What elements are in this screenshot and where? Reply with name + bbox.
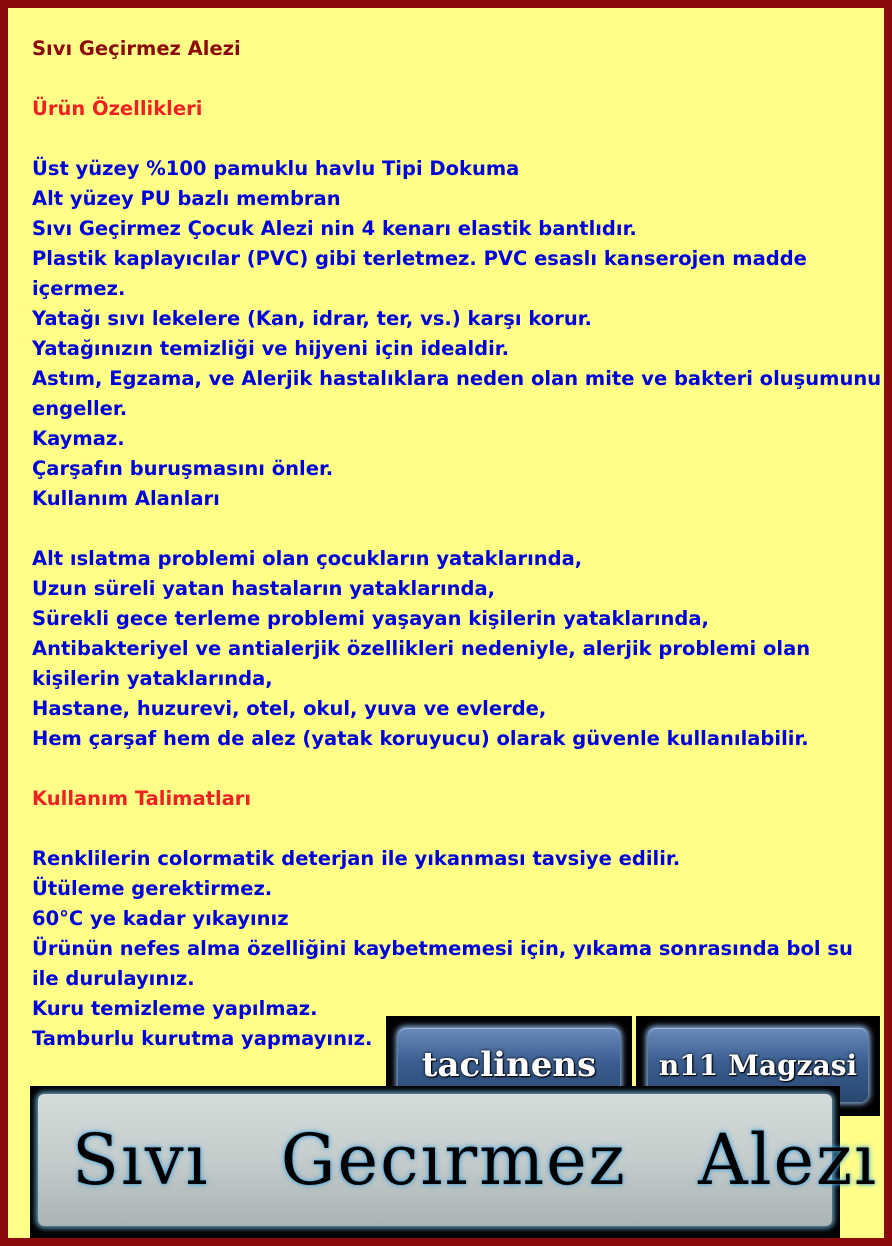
usage-item: Antibakteriyel ve antialerjik özellikleri nedeniyle, alerjik problemi olan kişilerin yataklarında, xyxy=(32,637,811,690)
banner-text: Sıvı Gecırmez Alezı xyxy=(72,1119,879,1201)
n11-button-label: n11 Magzasi xyxy=(658,1048,858,1082)
spacer xyxy=(32,64,882,94)
feature-item: Kullanım Alanları xyxy=(32,487,220,510)
spacer xyxy=(32,754,882,784)
feature-item: Kaymaz. xyxy=(32,427,125,450)
banner-face[interactable] xyxy=(38,1094,879,1226)
product-description xyxy=(32,34,882,1054)
spacer xyxy=(32,514,882,544)
spacer xyxy=(32,814,882,844)
usage-item: Sürekli gece terleme problemi yaşayan kişilerin yataklarında, xyxy=(32,607,709,630)
features-list xyxy=(32,154,882,514)
usage-item: Uzun süreli yatan hastaların yataklarında, xyxy=(32,577,496,600)
feature-item: Astım, Egzama, ve Alerjik hastalıklara neden olan mite ve bakteri oluşumunu engeller. xyxy=(32,367,882,420)
usage-item: Hastane, huzurevi, otel, okul, yuva ve evlerde, xyxy=(32,697,547,720)
feature-item: Çarşafın buruşmasını önler. xyxy=(32,457,334,480)
features-heading: Ürün Özellikleri xyxy=(32,97,203,120)
instructions-heading: Kullanım Talimatları xyxy=(32,787,252,810)
usage-item: Alt ıslatma problemi olan çocukların yataklarında, xyxy=(32,547,583,570)
spacer xyxy=(32,124,882,154)
page-title: Sıvı Geçirmez Alezi xyxy=(32,37,241,60)
feature-item: Üst yüzey %100 pamuklu havlu Tipi Dokuma xyxy=(32,157,520,180)
instruction-item: 60°C ye kadar yıkayınız xyxy=(32,907,289,930)
instruction-item: Ürünün nefes alma özelliğini kaybetmemesi için, yıkama sonrasında bol su ile durulayınız. xyxy=(32,937,853,990)
feature-item: Plastik kaplayıcılar (PVC) gibi terletmez. PVC esaslı kanserojen madde içermez. xyxy=(32,247,807,300)
usage-item: Hem çarşaf hem de alez (yatak koruyucu) olarak güvenle kullanılabilir. xyxy=(32,727,809,750)
product-banner[interactable] xyxy=(30,1086,879,1238)
feature-item: Alt yüzey PU bazlı membran xyxy=(32,187,341,210)
instruction-item: Ütüleme gerektirmez. xyxy=(32,877,273,900)
feature-item: Yatağı sıvı lekelere (Kan, idrar, ter, vs.) karşı korur. xyxy=(32,307,592,330)
feature-item: Sıvı Geçirmez Çocuk Alezi nin 4 kenarı elastik bantlıdır. xyxy=(32,217,637,240)
feature-item: Yatağınızın temizliği ve hijyeni için idealdir. xyxy=(32,337,510,360)
instruction-item: Tamburlu kurutma yapmayınız. xyxy=(32,1027,373,1050)
taclinens-button-label: taclinens xyxy=(421,1045,597,1085)
instruction-item: Kuru temizleme yapılmaz. xyxy=(32,997,318,1020)
instruction-item: Renklilerin colormatik deterjan ile yıkanması tavsiye edilir. xyxy=(32,847,681,870)
usage-areas-list xyxy=(32,544,882,754)
